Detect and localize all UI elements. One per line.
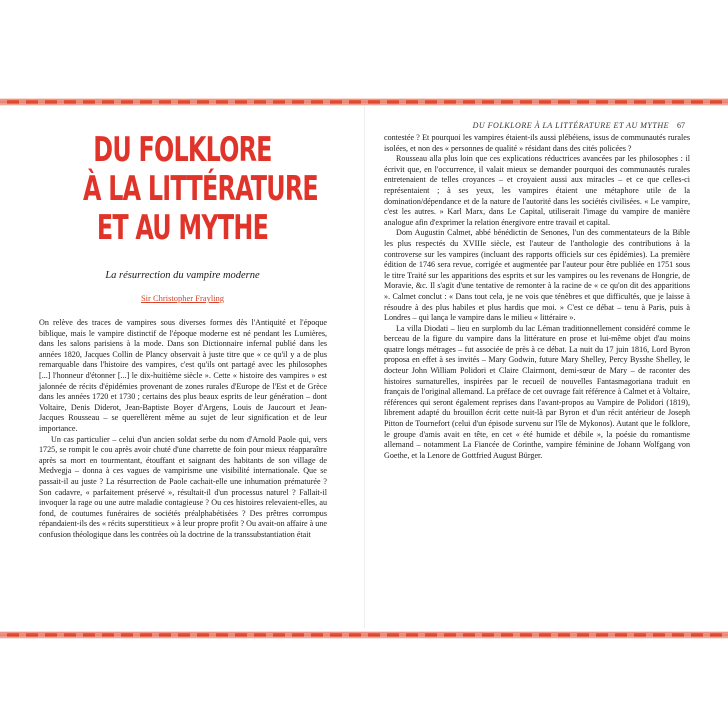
bottom-decorative-band — [0, 631, 728, 639]
paragraph: contestée ? Et pourquoi les vampires étaient-ils aussi plébéiens, issus de communautés rurales isolées, et non des « personnes de qualité » résidant dans des cités policées ? — [384, 133, 690, 153]
paragraph: On relève des traces de vampires sous diverses formes dès l'Antiquité et l'époque biblique, mais le vampire distinctif de l'époque moderne est né pendant les Lumières, dans les salons parisiens à la mode. Dans son Dictionnaire infernal publié dans les années 1820, Jacques Collin de Plancy observait à juste titre que « ce qu'il y a de plus remarquable dans l'histoire des vampires, c'est qu'ils ont partagé avec les philosophes [...] l'honneur d'étonner [...] le dix-huitième siècle ». Cette « histoire des vampires » est jalonnée de récits d'épidémies provenant de zones rurales d'Europe de l'Est et de Grèce dans les années 1720 et 1730 ; certains des plus beaux esprits de leur génération – dont Voltaire, Denis Diderot, Jean-Baptiste Boyer d'Argens, Louis de Jaucourt et Jean-Jacques Rousseau – se querellèrent même au sujet de leur signification et de leur importance. — [39, 318, 327, 433]
left-column — [39, 318, 327, 540]
page-spine — [364, 106, 365, 628]
chapter-subtitle: La résurrection du vampire moderne — [105, 270, 260, 281]
chapter-title — [83, 130, 318, 248]
right-column — [384, 133, 690, 461]
paragraph: Dom Augustin Calmet, abbé bénédictin de Senones, l'un des commentateurs de la Bible les plus respectés du XVIIIe siècle, est l'auteur de l'anthologie des contributions à la controverse sur les vampires (incluant des rapports officiels sur ces épidémies). La première édition de 1746 sera revue, corrigée et augmentée par l'auteur pour être publiée en 1751 sous le titre Traité sur les apparitions des esprits et sur les vampires ou les revenans de Hongrie, de Moravie, &c. Il s'agit d'une tentative de remonter à la racine de « ce qu'on dit des apparitions ». Calmet conclut : « Dans tout cela, je ne vois que ténèbres et que difficultés, que je laisse à résoudre à des plus habiles et plus hardis que moi. » C'est ce débat – tenu à Paris, puis à Londres – qui lança le vampire dans le milieu « littéraire ». — [384, 228, 690, 323]
running-head: DU FOLKLORE À LA LITTÉRATURE ET AU MYTHE — [472, 121, 669, 130]
top-decorative-band — [0, 98, 728, 106]
author-link[interactable]: Sir Christopher Frayling — [140, 293, 225, 303]
paragraph: Rousseau alla plus loin que ces explications réductrices avancées par les philosophes : il écrivit que, en l'occurrence, il valait mieux se demander pourquoi des communautés rurales entretenaient de telles croyances – et croyaient aussi aux miracles – et ce que celles-ci représentaient ; à ses yeux, les vampires étaient une métaphore utile de la domination/dépendance et de la nature de l'autorité dans les sociétés civilisées. « Le vampire, c'est les autres. » Karl Marx, dans Le Capital, utiliserait l'image du vampire de manière analogue afin d'exprimer la relation énergivore entre travail et capital. — [384, 154, 690, 227]
paragraph: Un cas particulier – celui d'un ancien soldat serbe du nom d'Arnold Paole qui, vers 1725, se rompit le cou après avoir chuté d'une charrette de foin pour mieux réapparaître après sa mort en tourmentant, étouffant et saignant des habitants de son village de Medvegja – donna à ces vagues de vampirisme une visibilité internationale. Que se passait-il au juste ? La résurrection de Paole cachait-elle une inhumation prématurée ? Son cadavre, « parfaitement préservé », résultait-il d'un processus naturel ? Fallait-il invoquer la rage ou une autre maladie contagieuse ? Ou ces histoires relevaient-elles, au fond, de coutumes funéraires de sociétés préalphabétisées ? Des prêtres corrompus répandaient-ils des « récits superstitieux » à leur propre profit ? Ou avait-on affaire à une confusion théologique dans les contrées où la doctrine de la transsubstantiation était — [39, 434, 327, 539]
title-line-2: À LA LITTÉRATURE — [83, 169, 318, 209]
title-line-3: ET AU MYTHE — [96, 208, 269, 248]
page-number: 67 — [677, 121, 685, 130]
title-line-1: DU FOLKLORE — [93, 130, 272, 170]
paragraph: La villa Diodati – lieu en surplomb du lac Léman traditionnellement considéré comme le berceau de la figure du vampire dans la littérature en prose et lui-même objet d'au moins quatre longs métrages – fut associée de près à ce débat. La nuit du 17 juin 1816, Lord Byron proposa en effet à ses invités – Mary Godwin, future Mary Shelley, Percy Bysshe Shelley, le docteur John William Polidori et Claire Clairmont, demi-sœur de Mary – de raconter des histoires surnaturelles, inspirées par le recueil de nouvelles Fantasmagoriana traduit en français de l'original allemand. La préface de cet ouvrage fait référence à Calmet et à Voltaire, références qui seront également reprises dans l'avant-propos au Vampire de Polidori (1819), librement adapté du brouillon écrit cette nuit-là par Byron et d'un récit antérieur de Joseph Pitton de Tournefort (celui d'un épisode survenu sur l'île de Mykonos). Autant que le folklore, le groupe d'amis avait en tête, en cet « été humide et débile », la poésie du romantisme allemand – notamment La Fiancée de Corinthe, vampire féminine de Johann Wolfgang von Goethe, et la Lenore de Gottfried August Bürger. — [384, 323, 690, 460]
